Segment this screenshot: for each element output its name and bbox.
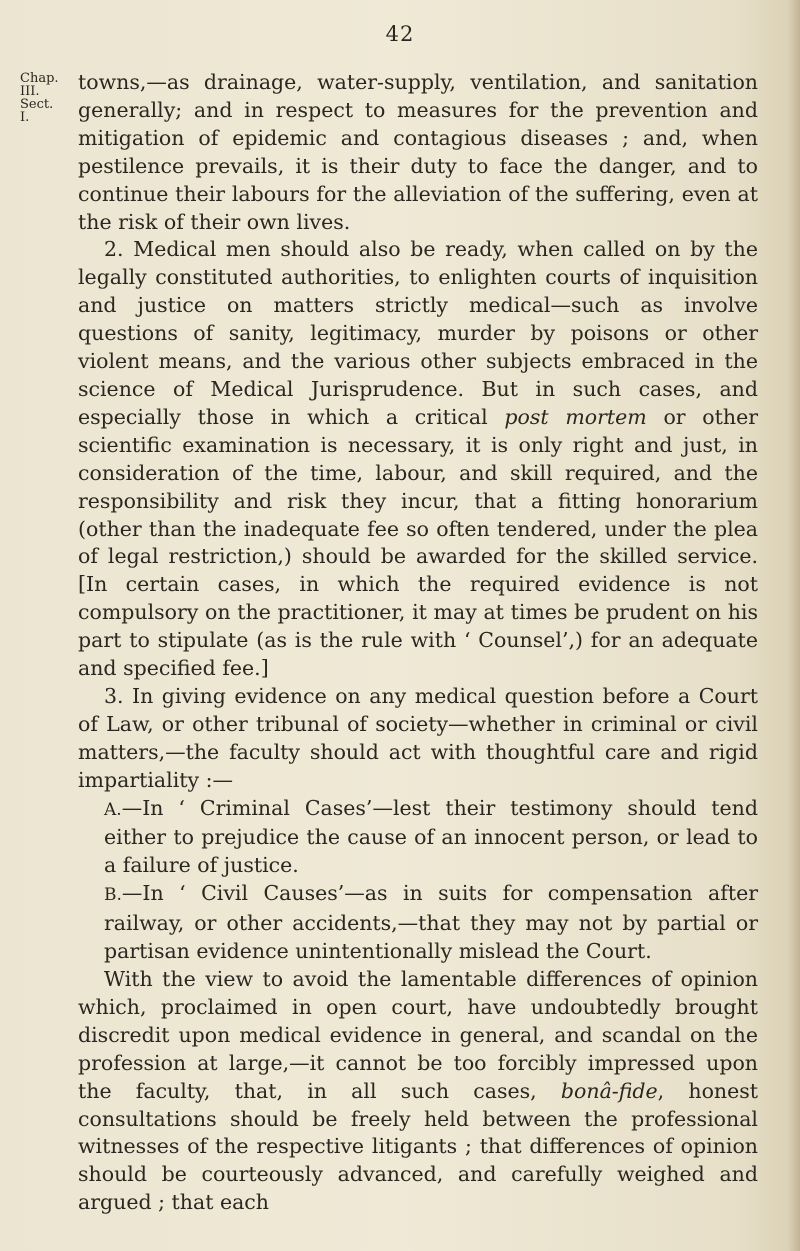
paragraph-p3 (78, 795, 758, 881)
text-run: —In ‘ Civil Causes’—as in suits for compensation after railway, or other accidents,—that they may not by partial or partisan evidence unintentionally mislead the Court. (104, 881, 758, 964)
text-run: , honest consultations should be freely held between the professional witnesses of the respective litigants ; that differences of opinion should be courteously advanced, and carefully weighed and argued ; that each (78, 1078, 759, 1215)
item-letter: B. (104, 885, 122, 906)
text-run: towns,—as drainage, water-supply, ventilation, and sanitation generally; and in respect to measures for the prevention and mitigation of epidemic and contagious diseases ; and, when pestilence prevails, it is their duty to face the danger, and to continue their labours for the alleviation of the suffering, even at the risk of their own lives. (78, 70, 758, 234)
margin-note-section: Sect. I. (20, 97, 54, 125)
text-run: With the view to avoid the lamentable differences of opinion which, proclaimed in open court, have undoubtedly brought discredit upon medical evidence in general, and scandal on the profession at large,—it cannot be too forcibly impressed upon the faculty, that, in all such cases, (78, 967, 758, 1103)
paragraph-p1 (78, 236, 758, 683)
paragraph-p4 (78, 880, 758, 966)
text-run: 2. Medical men should also be ready, when called on by the legally constituted authorities, to enlighten courts of inquisition and justice on matters strictly medical—such as involve questions of sanity, legitimacy, murder by poisons or other violent means, and the various other subjects embraced in the science of Medical Jurisprudence. But in such cases, and especially those in which a critical (78, 237, 758, 429)
page-edge-shadow (788, 0, 800, 1251)
margin-note-chapter: Chap. III. (20, 71, 59, 99)
page-number: 42 (385, 22, 415, 46)
text-run: or other scientific examination is necessary, it is only right and just, in consideration of the time, labour, and skill required, and the responsibility and risk they incur, that a fitting honorarium (other than the inadequate fee so often tendered, under the plea of legal restriction,) should be awarded for the skilled service. [In certain cases, in which the required evidence is not compulsory on the practitioner, it may at times be prudent on his part to stipulate (as is the rule with ‘ Counsel’,) for an adequate and specified fee.] (78, 404, 759, 681)
paragraph-p2 (78, 683, 758, 795)
text-run: 3. In giving evidence on any medical question before a Court of Law, or other tribunal of society—whether in criminal or civil matters,—the faculty should act with thoughtful care and rigid impartiality :— (78, 683, 758, 792)
item-letter: A. (104, 799, 122, 820)
paragraph-p5 (78, 966, 758, 1217)
body-text (78, 69, 758, 1217)
paragraph-p0 (78, 69, 758, 236)
margin-note (20, 72, 66, 124)
italic-term: post mortem (504, 404, 647, 429)
text-run: —In ‘ Criminal Cases’—lest their testimony should tend either to prejudice the cause of an innocent person, or lead to a failure of justice. (104, 795, 758, 878)
italic-term: bonâ-fide (560, 1078, 658, 1103)
